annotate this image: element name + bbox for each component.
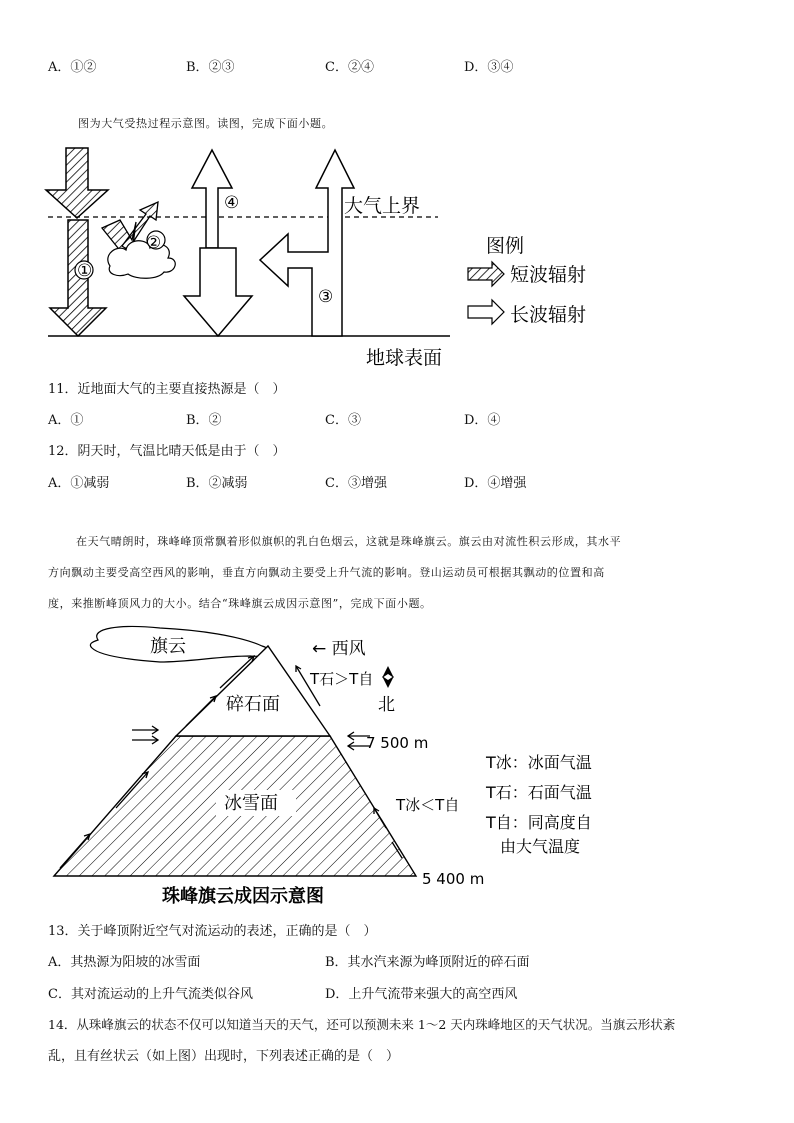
intro-flag-cloud-line3: 度，来推断峰顶风力的大小。结合“珠峰旗云成因示意图”，完成下面小题。 [48,597,432,610]
intro-atmosphere-heating: 图为大气受热过程示意图。读图，完成下面小题。 [78,117,334,130]
flag-cloud-diagram [40,622,660,912]
legend-t-free-line2: 由大气温度 [500,837,581,856]
legend-longwave-label: 长波辐射 [510,304,587,326]
intro-flag-cloud-line2: 方向飘动主要受高空西风的影响，垂直方向飘动主要受上升气流的影响。登山运动员可根据其飘动的位置和高 [48,566,605,579]
flag-cloud-label: 旗云 [150,636,186,657]
longwave-arrow-down [184,248,252,336]
label-4: ④ [224,193,240,213]
longwave-arrow-ground [260,150,354,336]
q10-option-c[interactable]: C．②④ [325,60,374,75]
label-2: ② [146,233,162,253]
ground-label: 地球表面 [366,347,443,369]
label-3: ③ [318,287,334,307]
q12-stem: 12．阴天时，气温比晴天低是由于（ ） [48,444,286,459]
q11-stem: 11．近地面大气的主要直接热源是（ ） [48,382,286,397]
upper-boundary-label: 大气上界 [344,195,421,217]
alt-5400-label: 5 400 m [422,870,485,888]
atmosphere-heating-diagram [40,140,620,372]
figure-caption: 珠峰旗云成因示意图 [162,886,324,907]
legend-t-free-line1: T自：同高度自 [486,813,592,832]
q13-stem: 13．关于峰顶附近空气对流运动的表述，正确的是（ ） [48,924,377,939]
q12-option-a[interactable]: A．①减弱 [48,476,110,491]
alt-7500-label: 7 500 m [366,734,429,752]
north-arrow-head-down [382,676,394,688]
t-rock-gt-free: T石＞T自 [310,670,374,688]
q11-option-b[interactable]: B．② [186,413,222,428]
q12-option-c[interactable]: C．③增强 [325,476,387,491]
q10-option-a[interactable]: A．①② [48,60,97,75]
legend-shortwave-swatch [468,262,504,286]
q10-option-b[interactable]: B．②③ [186,60,235,75]
t-ice-lt-free: T冰＜T自 [396,796,460,814]
q11-option-c[interactable]: C．③ [325,413,361,428]
legend-longwave-swatch [468,300,504,324]
north-label: 北 [378,695,395,715]
legend-t-ice: T冰：冰面气温 [486,753,592,772]
legend-t-rock: T石：石面气温 [486,783,592,802]
q11-option-a[interactable]: A．① [48,413,84,428]
q13-option-a[interactable]: A．其热源为阳坡的冰雪面 [48,955,201,970]
intro-flag-cloud-line1: 在天气晴朗时，珠峰峰顶常飘着形似旗帜的乳白色烟云，这就是珠峰旗云。旗云由对流性积云形成，其水平 [76,535,622,548]
q12-option-b[interactable]: B．②减弱 [186,476,248,491]
snow-face-label: 冰雪面 [224,793,278,814]
q14-stem-line2: 乱，且有丝状云（如上图）出现时，下列表述正确的是（ ） [48,1049,400,1064]
q13-option-b[interactable]: B．其水汽来源为峰顶附近的碎石面 [325,955,530,970]
label-1: ① [77,261,93,281]
q13-option-d[interactable]: D．上升气流带来强大的高空西风 [325,987,518,1002]
q11-option-d[interactable]: D．④ [464,413,501,428]
legend-shortwave-label: 短波辐射 [510,264,587,286]
shortwave-arrow-1 [46,148,108,336]
q13-option-c[interactable]: C．其对流运动的上升气流类似谷风 [48,987,253,1002]
q14-stem-line1: 14．从珠峰旗云的状态不仅可以知道当天的天气，还可以预测未来 1～2 天内珠峰地区的天气状况。当旗云形状紊 [48,1017,676,1032]
q12-option-d[interactable]: D．④增强 [464,476,527,491]
q10-option-d[interactable]: D．③④ [464,60,514,75]
west-wind-label: ← 西风 [312,639,366,659]
legend-title: 图例 [486,235,525,257]
rock-face-label: 碎石面 [226,694,280,715]
west-wind-arrows-left [132,726,158,744]
north-arrow-head-up [382,666,394,678]
